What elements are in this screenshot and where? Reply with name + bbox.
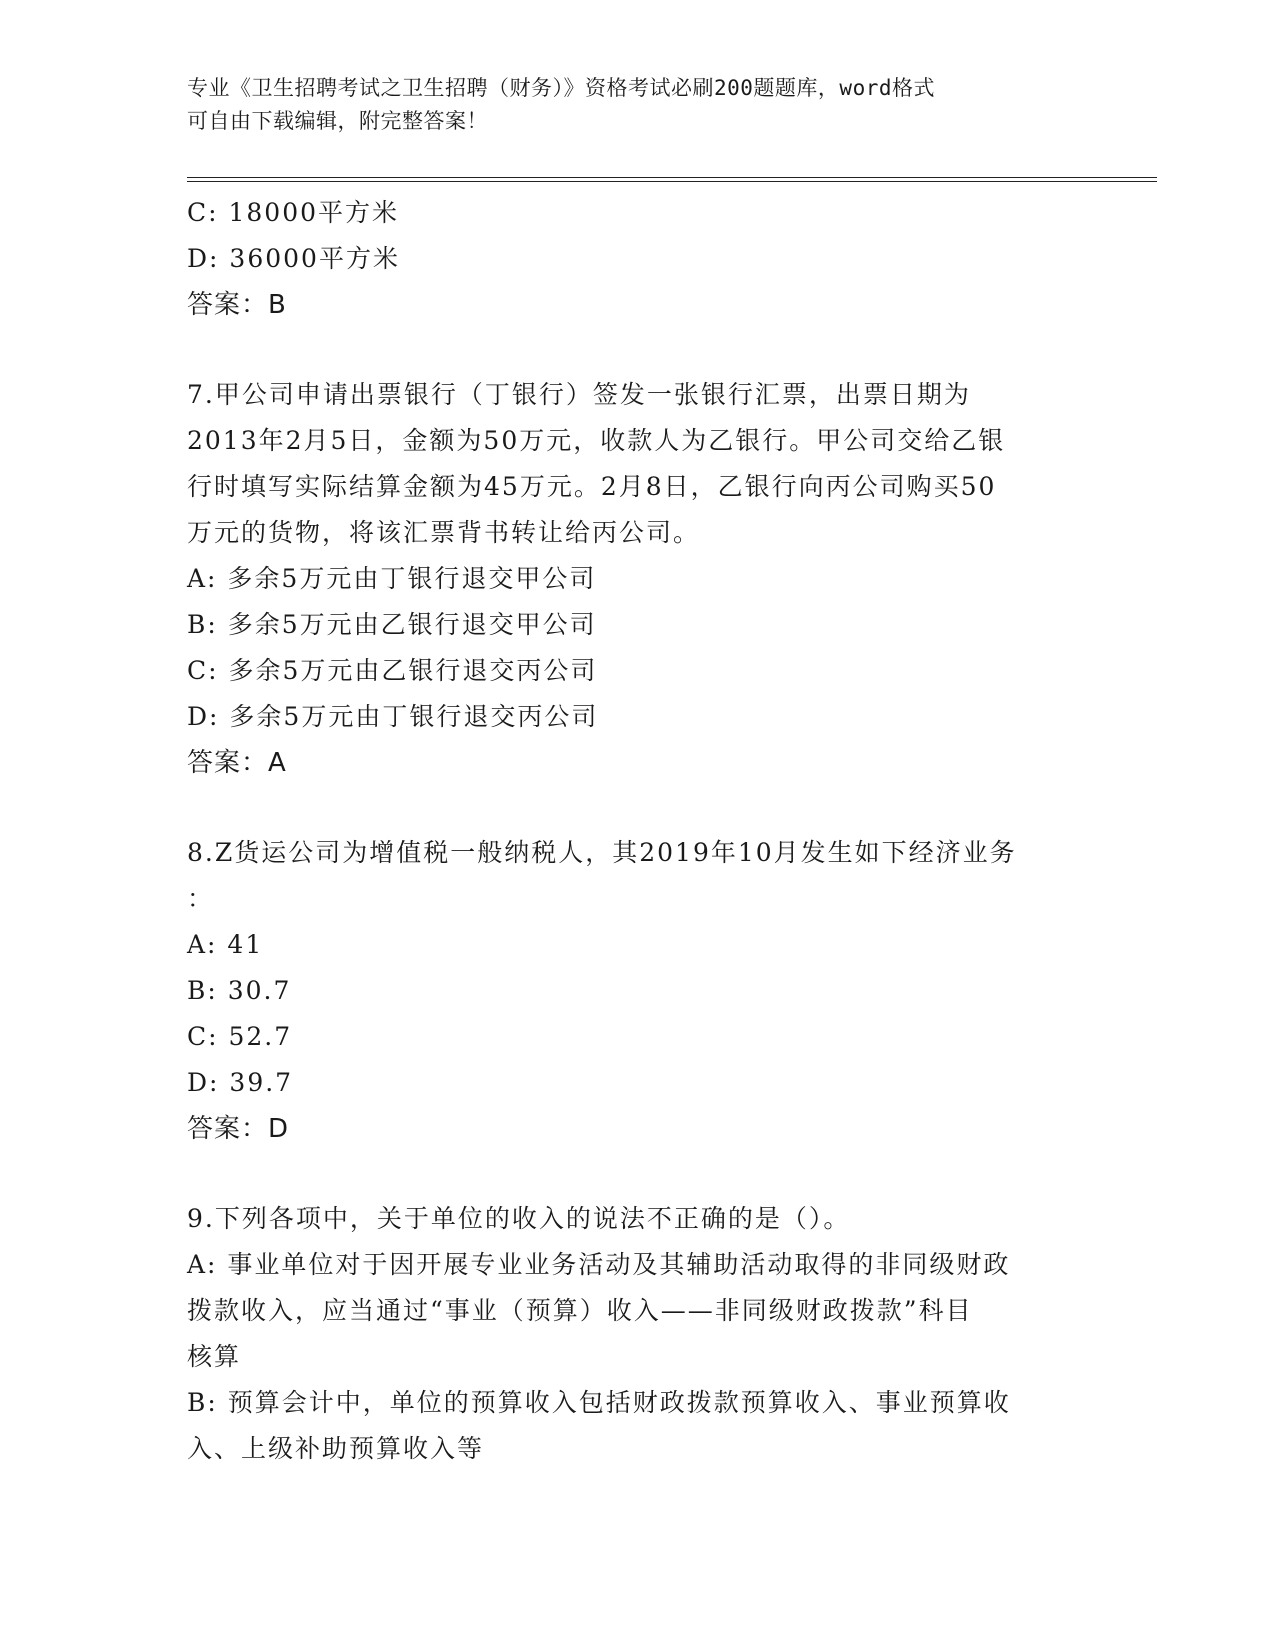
q8-answer: 答案：D [187,1114,290,1144]
spacer [187,786,1087,830]
q6-answer: 答案：B [187,290,287,320]
q9-option-b-line: 入、上级补助预算收入等 [187,1434,485,1463]
q8-option-b: B: 30.7 [187,976,292,1005]
page-header [187,72,1067,138]
question-content [187,190,1087,1472]
q7-option-a: A: 多余5万元由丁银行退交甲公司 [187,564,597,593]
q7-stem-line: 万元的货物，将该汇票背书转让给丙公司。 [187,518,701,547]
q7-stem-line: 行时填写实际结算金额为45万元。2月8日，乙银行向丙公司购买50 [187,472,997,501]
q7-option-d: D: 多余5万元由丁银行退交丙公司 [187,702,599,731]
q8-stem-line: 8.Z货运公司为增值税一般纳税人，其2019年10月发生如下经济业务 [187,838,1017,867]
q8-option-a: A: 41 [187,930,264,959]
q9-option-b-line: B: 预算会计中，单位的预算收入包括财政拨款预算收入、事业预算收 [187,1388,1011,1417]
q7-stem-line: 2013年2月5日，金额为50万元，收款人为乙银行。甲公司交给乙银 [187,426,1006,455]
header-title-line-2: 可自由下载编辑，附完整答案！ [187,109,488,133]
q7-option-b: B: 多余5万元由乙银行退交甲公司 [187,610,597,639]
q8-stem-line: ： [187,884,215,913]
spacer [187,1152,1087,1196]
q9-option-a-line: A: 事业单位对于因开展专业业务活动及其辅助活动取得的非同级财政 [187,1250,1011,1279]
spacer [187,328,1087,372]
q8-option-d: D: 39.7 [187,1068,294,1097]
q9-option-a-line: 核算 [187,1342,242,1371]
q6-option-d: D: 36000平方米 [187,244,400,273]
q9-stem: 9.下列各项中，关于单位的收入的说法不正确的是（）。 [187,1204,851,1233]
q9-option-a-line: 拨款收入，应当通过“事业（预算）收入——非同级财政拨款”科目 [187,1296,973,1325]
q7-option-c: C: 多余5万元由乙银行退交丙公司 [187,656,598,685]
q7-stem-line: 7.甲公司申请出票银行（丁银行）签发一张银行汇票，出票日期为 [187,380,971,409]
header-divider [187,177,1157,182]
q6-option-c: C: 18000平方米 [187,198,400,227]
q8-option-c: C: 52.7 [187,1022,293,1051]
q7-answer: 答案：A [187,748,287,778]
header-title-line-1: 专业《卫生招聘考试之卫生招聘（财务）》资格考试必刷200题题库，word格式 [187,76,935,100]
